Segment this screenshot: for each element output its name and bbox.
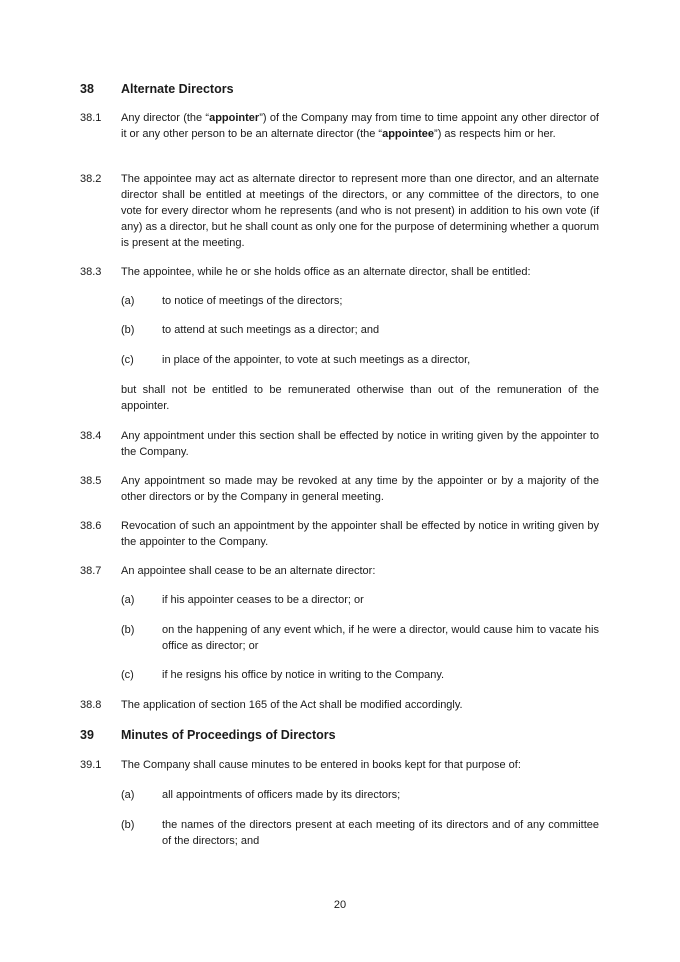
- subclause-text: to attend at such meetings as a director; and: [162, 324, 380, 336]
- clause-text: Any appointment so made may be revoked at any time by the appointer or by a majority of the other directors or by the Company in general meeting.: [121, 475, 599, 503]
- clause-number: 38.1: [80, 112, 102, 124]
- clause-text: [121, 110, 599, 142]
- section-number: 39: [80, 728, 94, 742]
- defined-term-appointee: appointee: [382, 128, 435, 140]
- clause-number: 38.7: [80, 565, 102, 577]
- subclause-label: (a): [121, 295, 135, 307]
- subclause-text: if his appointer ceases to be a director; or: [162, 594, 364, 606]
- clause-number: 38.2: [80, 173, 102, 185]
- subclause-text: on the happening of any event which, if he were a director, would cause him to vacate his office as director; or: [162, 624, 599, 652]
- subclause-label: (c): [121, 354, 134, 366]
- clause-text: The Company shall cause minutes to be entered in books kept for that purpose of:: [121, 759, 521, 771]
- subclause-text: in place of the appointer, to vote at such meetings as a director,: [162, 354, 471, 366]
- subclause-text: to notice of meetings of the directors;: [162, 295, 343, 307]
- subclause-label: (c): [121, 669, 134, 681]
- clause-text: The application of section 165 of the Act shall be modified accordingly.: [121, 699, 463, 711]
- defined-term-appointer: appointer: [209, 112, 260, 124]
- clause-text: The appointee, while he or she holds office as an alternate director, shall be entitled:: [121, 266, 531, 278]
- subclause-label: (a): [121, 594, 135, 606]
- clause-text: An appointee shall cease to be an alternate director:: [121, 565, 376, 577]
- clause-number: 38.6: [80, 520, 102, 532]
- clause-text-part: Any director (the “: [121, 112, 210, 124]
- clause-number: 38.3: [80, 266, 102, 278]
- subclause-text: all appointments of officers made by its directors;: [162, 789, 401, 801]
- section-title: Alternate Directors: [121, 82, 234, 96]
- subclause-label: (a): [121, 789, 135, 801]
- subclause-text: if he resigns his office by notice in writing to the Company.: [162, 669, 445, 681]
- clause-number: 38.4: [80, 430, 102, 442]
- clause-text: Revocation of such an appointment by the appointer shall be effected by notice in writing given by the appointer to the Company.: [121, 520, 599, 548]
- clause-number: 39.1: [80, 759, 102, 771]
- subclause-label: (b): [121, 324, 135, 336]
- section-number: 38: [80, 82, 94, 96]
- page-number: 20: [333, 899, 347, 911]
- clause-text: Any appointment under this section shall be effected by notice in writing given by the appointer to the Company.: [121, 430, 599, 458]
- clause-text-part: ”) as respects him or her.: [434, 128, 556, 140]
- subclause-label: (b): [121, 624, 135, 636]
- clause-text-part: ”) of the Company may from time to time appoint any other director of it or any other person to be an alternate director (the “: [121, 112, 599, 140]
- clause-number: 38.5: [80, 475, 102, 487]
- clause-number: 38.8: [80, 699, 102, 711]
- clause-text: The appointee may act as alternate director to represent more than one director, and an alternate director shall be entitled at meetings of the directors, or any committee of the directors, to one vote for every director whom he represents (and who is not present) in addition to his own vote (if any) as a director, but he shall count as only one for the purpose of determining whether a quorum is present at the meeting.: [121, 173, 599, 249]
- subclause-text: the names of the directors present at each meeting of its directors and of any committee of the directors; and: [162, 819, 599, 847]
- clause-text: but shall not be entitled to be remunerated otherwise than out of the remuneration of the appointer.: [121, 384, 599, 412]
- section-title: Minutes of Proceedings of Directors: [121, 728, 336, 742]
- subclause-label: (b): [121, 819, 135, 831]
